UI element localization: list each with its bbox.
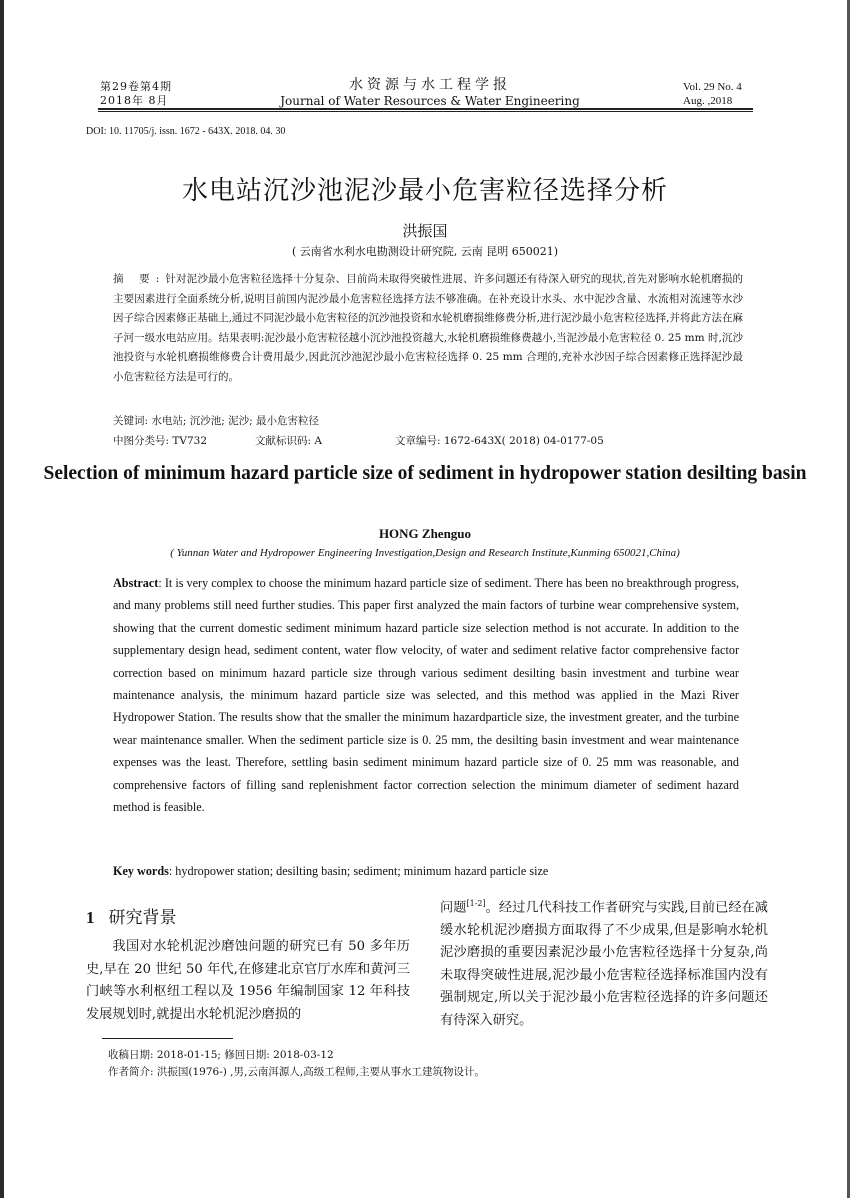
keywords-cn-text: 水电站; 沉沙池; 泥沙; 最小危害粒径: [151, 415, 320, 427]
citation-ref: [1-2]: [466, 899, 486, 908]
abstract-en-text: : It is very complex to choose the minimum hazard particle size of sediment. There has been no breakthrough progress, and many problems still need further studies. This paper first analyzed the main factors of turbine wear comprehensive system, showing that the current domestic sediment minimum hazard particle size selection method is not accurate. In addition to the supplementary design head, sediment content, water flow velocity, of water and sediment relative factor comprehensive factor correction based on minimum hazard particle size through various sediment desilting basin investment and turbine wear maintenance analysis, the minimum hazard particle size was selected, and this method was applied in the Mazi River Hydropower Station. The results show that the smaller the minimum hazardparticle size, the investment greater, and the turbine wear maintenance smaller. When the sediment particle size is 0. 25 mm, the desilting basin investment and wear maintenance expenses was the least. Therefore, settling basin sediment minimum hazard particle size of 0. 25 mm was reasonable, and comprehensive factors of filling sand replenishment factor correction selection the minimum diameter of sediment hazard method is feasible.: [113, 576, 739, 815]
section-number: 1: [86, 908, 95, 927]
clc-number: 中图分类号: TV732: [113, 435, 208, 447]
header-center: [270, 76, 590, 109]
title-cn: 水电站沉沙池泥沙最小危害粒径选择分析: [181, 176, 668, 206]
body-column-right: [440, 893, 768, 1032]
header-rule-thin: [98, 111, 753, 112]
abstract-cn-label: 摘 要:: [113, 273, 166, 285]
keywords-cn-label: 关键词:: [113, 415, 149, 427]
keywords-en: [113, 864, 548, 879]
footnote-dates: 收稿日期: 2018-01-15; 修回日期: 2018-03-12: [108, 1049, 334, 1061]
header-left: [100, 80, 172, 108]
section-title: 研究背景: [108, 908, 177, 928]
keywords-en-label: Key words: [113, 864, 169, 878]
date-cn: 2018年 8月: [100, 94, 169, 107]
author-en: HONG Zhenguo: [378, 526, 472, 541]
article-number: 文章编号: 1672-643X( 2018) 04-0177-05: [395, 435, 604, 447]
body-right-text: 。经过几代科技工作者研究与实践,目前已经在减缓水轮机泥沙磨损方面取得了不少成果,但是影响水轮机泥沙磨损的重要因素泥沙最小危害粒径选择十分复杂,尚未取得突破性进展,泥沙最小危害粒径选择标准国内没有强制规定,所以关于泥沙最小危害粒径选择的许多问题还有待深入研究。: [440, 900, 768, 1028]
header-right: [683, 80, 742, 108]
affiliation-en-text: ( Yunnan Water and Hydropower Engineering Investigation,Design and Research Institute,Kunming 650021,China): [170, 547, 680, 559]
date-en: Aug. ,2018: [683, 95, 733, 107]
abstract-en: [113, 572, 739, 818]
keywords-en-text: : hydropower station; desilting basin; sediment; minimum hazard particle size: [168, 864, 549, 878]
header-rule: [98, 108, 753, 110]
author-cn: 洪振国: [402, 222, 448, 240]
journal-name-cn: 水资源与水工程学报: [349, 77, 511, 93]
footnote-rule: [102, 1038, 233, 1039]
volume-cn: 第29卷第4期: [100, 80, 172, 93]
title-en: Selection of minimum hazard particle size of sediment in hydropower station desilting basin: [43, 463, 807, 484]
abstract-cn-text: 针对泥沙最小危害粒径选择十分复杂、目前尚未取得突破性进展、许多问题还有待深入研究的现状,首先对影响水轮机磨损的主要因素进行全面系统分析,说明目前国内泥沙最小危害粒径选择方法不够准确。在补充设计水头、水中泥沙含量、水流相对流速等水沙因子综合因素修正基础上,通过不同泥沙最小危害粒径的沉沙池投资和水轮机磨损维修费分析,进行泥沙最小危害粒径选择,并将此方法在麻子河一级水电站应用。结果表明:泥沙最小危害粒径越小沉沙池投资越大,水轮机磨损维修费越小,当泥沙最小危害粒径 0. 25 mm 时,沉沙池投资与水轮机磨损维修费合计费用最少,因此沉沙池泥沙最小危害粒径选择 0. 25 mm 合理的,充补水沙因子综合因素修正选择泥沙最小危害粒径方法是可行的。: [113, 273, 743, 383]
classification-line: [113, 433, 733, 448]
abstract-en-label: Abstract: [113, 576, 159, 590]
keywords-cn: [113, 413, 319, 428]
body-column-left: 我国对水轮机泥沙磨蚀问题的研究已有 50 多年历史,早在 20 世纪 50 年代,在修建北京官厅水库和黄河三门峡等水利枢纽工程以及 1956 年编制国家 12 年科技发展规划时,就提出水轮机泥沙磨损的: [86, 939, 410, 1022]
affiliation-en: [0, 547, 850, 559]
affiliation-cn: ( 云南省水利水电勘测设计研究院, 云南 昆明 650021): [291, 245, 559, 258]
section-heading: [86, 903, 177, 928]
doi: DOI: 10. 11705/j. issn. 1672 - 643X. 2018. 04. 30: [86, 126, 286, 137]
abstract-cn: [113, 270, 743, 387]
document-code: 文献标识码: A: [255, 435, 322, 447]
journal-name-en: Journal of Water Resources & Water Engineering: [280, 94, 580, 108]
footnote-author-bio: 作者简介: 洪振国(1976-) ,男,云南洱源人,高级工程师,主要从事水工建筑物设计。: [108, 1066, 486, 1078]
body-right-lead: 问题: [440, 900, 467, 916]
volume-en: Vol. 29 No. 4: [683, 81, 742, 93]
